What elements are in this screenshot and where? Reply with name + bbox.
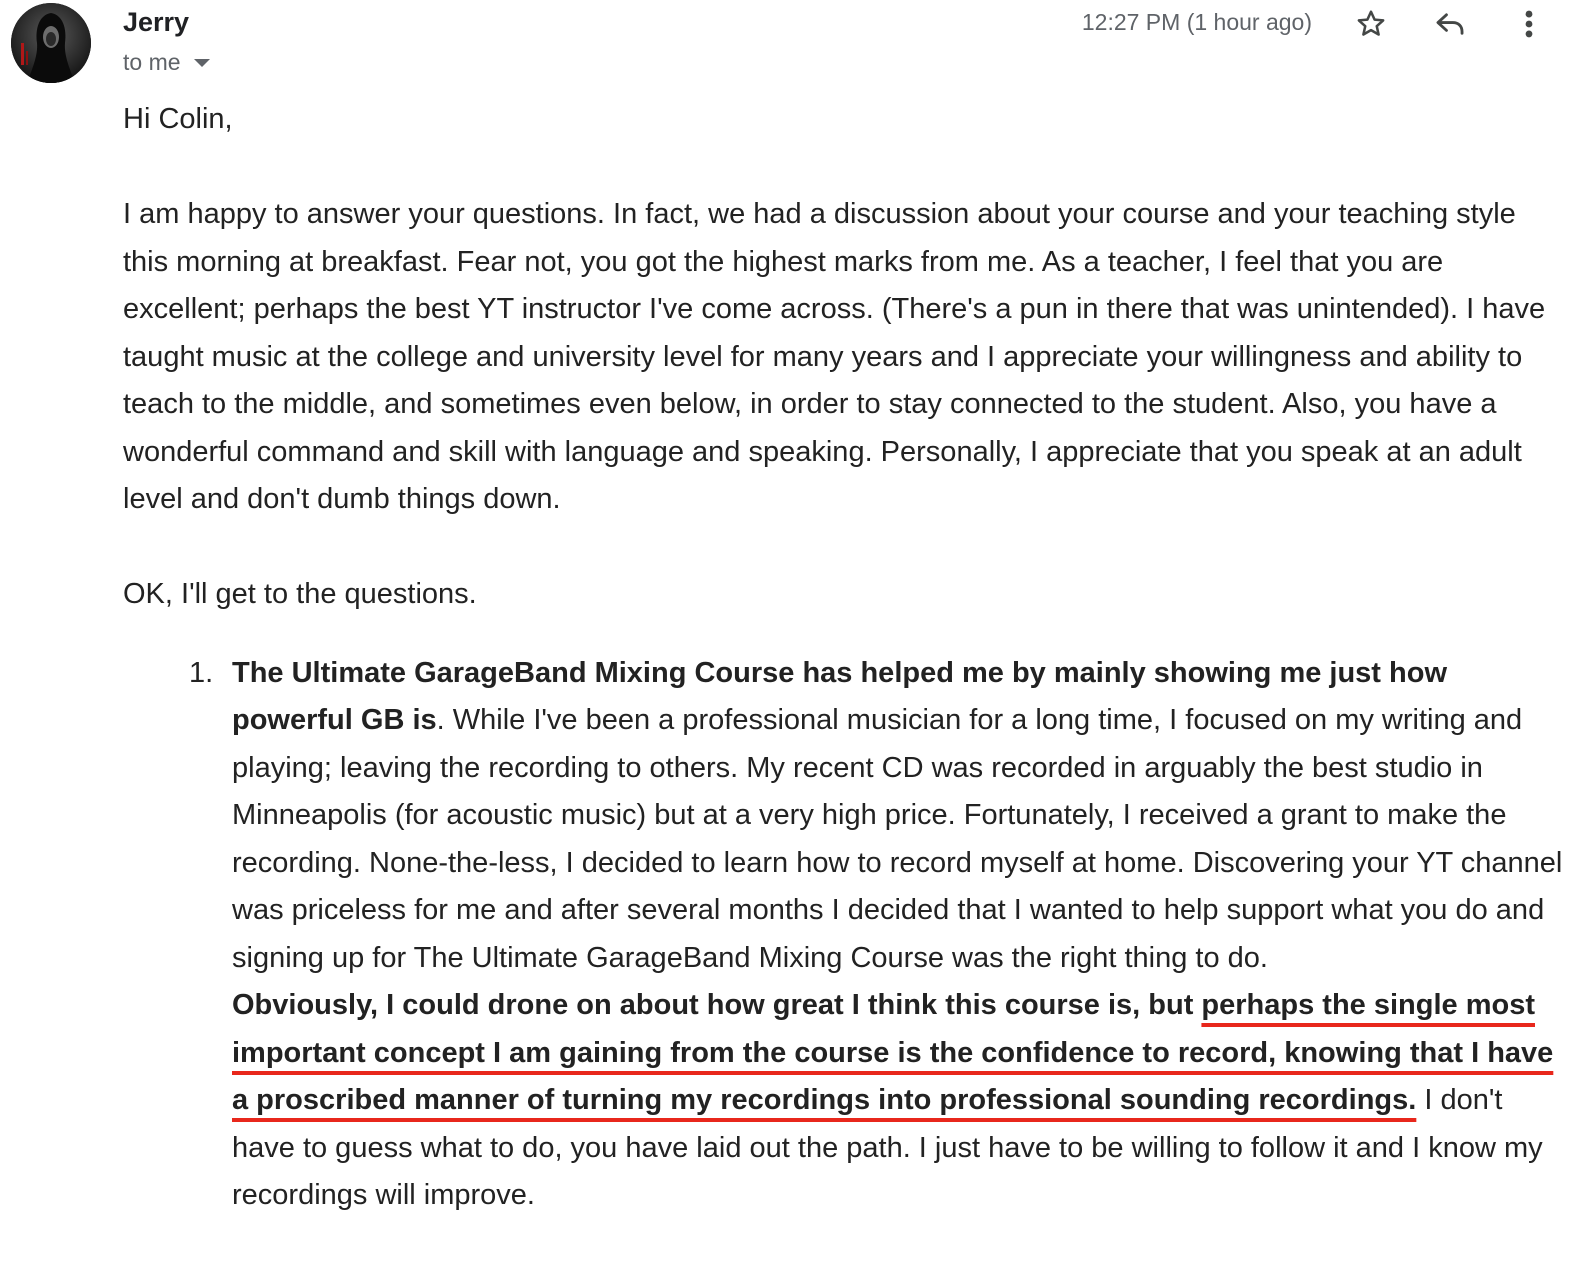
paragraph-1: I am happy to answer your questions. In fact, we had a discussion about your course and your teaching style this morning at breakfast. Fear not, you got the highest marks from me. As a teacher, I feel that you are excellent; perhaps the best YT instructor I've come across. (There's a pun in there that was unintended). I have taught music at the college and university level for many years and I appreciate your willingness and ability to teach to the middle, and sometimes even below, in order to stay connected to the student. Also, you have a wonderful command and skill with language and speaking. Personally, I appreciate that you speak at an adult level and don't dumb things down. xyxy=(123,198,1546,515)
answer-text: . While I've been a professional musician for a long time, I focused on my writing and playing; leaving the recording to others. My recent CD was recorded in arguably the best studio in Minneapolis (for acoustic music) but at a very high price. Fortunately, I received a grant to make the recording. None-the-less, I decided to learn how to record myself at home. Discovering your YT channel was priceless for me and after several months I decided that I wanted to help support what you do and signing up for The Ultimate GarageBand Mixing Course was the right thing to do. xyxy=(232,704,1563,974)
recipient-label: to me xyxy=(123,49,181,75)
answer-bold-intro: The Ultimate GarageBand Mixing Course has helped me by mainly showing me just how powerful GB is xyxy=(232,656,1448,736)
sender-name: Jerry xyxy=(123,7,190,37)
list-item-number: 1. xyxy=(189,656,214,689)
list-item xyxy=(189,650,1563,1220)
answers-list xyxy=(123,650,1563,1220)
recipient-details-toggle[interactable] xyxy=(123,47,210,77)
message-body xyxy=(123,96,1563,1220)
reply-button[interactable] xyxy=(1430,4,1470,44)
greeting: Hi Colin, xyxy=(123,103,233,135)
caret-down-icon[interactable] xyxy=(194,59,210,67)
star-icon xyxy=(1355,8,1387,40)
answer-closing-text: I don't have to guess what to do, you have laid out the path. I just have to be willing to follow it and I know my recordings will improve. xyxy=(232,1084,1543,1211)
message-timestamp: 12:27 PM (1 hour ago) xyxy=(1081,9,1312,35)
more-options-button[interactable] xyxy=(1509,4,1549,44)
answer-bold-lead: Obviously, I could drone on about how great I think this course is, but xyxy=(232,989,1202,1021)
answer-highlighted-quote: perhaps the single most important concept I am gaining from the course is the confidence to record, knowing that I have a proscribed manner of turning my recordings into professional sounding recordings. xyxy=(232,989,1554,1116)
paragraph-2: OK, I'll get to the questions. xyxy=(123,578,477,610)
star-button[interactable] xyxy=(1351,4,1391,44)
more-vert-icon xyxy=(1517,7,1541,41)
reply-icon xyxy=(1433,7,1467,41)
sender-avatar[interactable] xyxy=(11,3,91,83)
